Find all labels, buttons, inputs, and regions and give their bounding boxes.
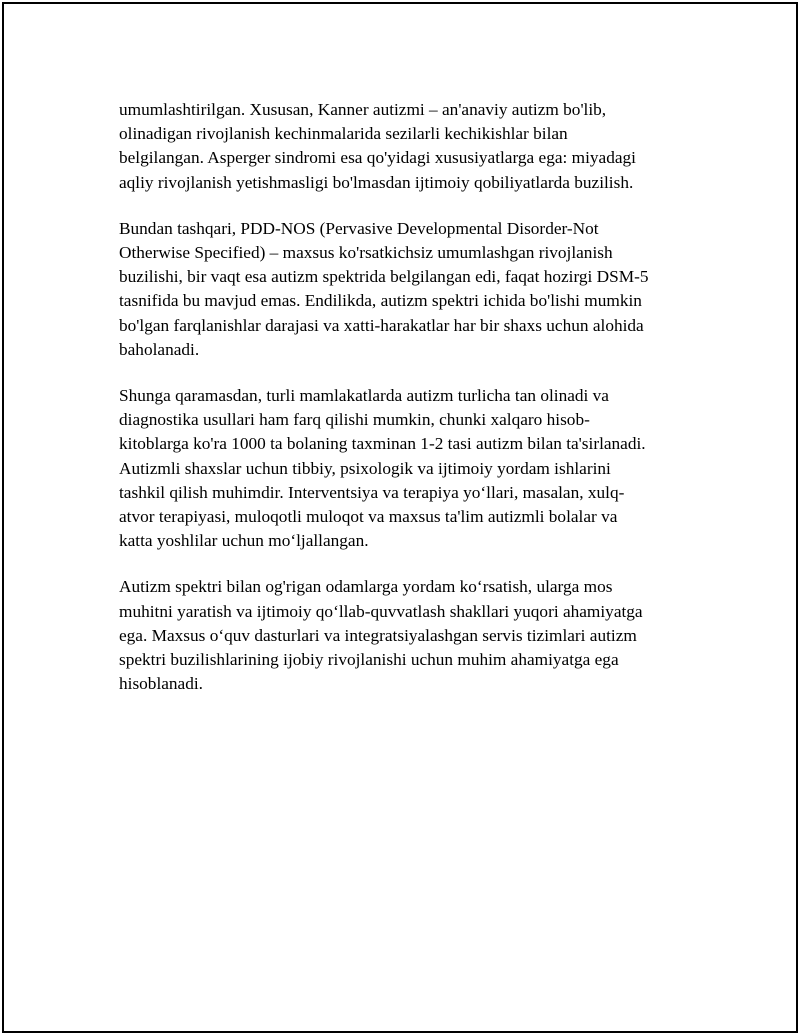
text-line: muhitni yaratish va ijtimoiy qoʻllab-quvvatlash shakllari yuqori ahamiyatga: [119, 601, 643, 621]
text-line: olinadigan rivojlanish kechinmalarida sezilarli kechikishlar bilan: [119, 124, 568, 144]
text-line: bo'lgan farqlanishlar darajasi va xatti-harakatlar har bir shaxs uchun alohida: [119, 315, 644, 335]
text-line: umumlashtirilgan. Xususan, Kanner autizmi – an'anaviy autizm bo'lib,: [119, 100, 607, 119]
text-line: tashkil qilish muhimdir. Interventsiya va terapiya yoʻllari, masalan, xulq-: [119, 482, 625, 502]
document-page: [2, 2, 798, 1033]
document-body: [119, 98, 689, 718]
text-line: buzilishi, bir vaqt esa autizm spektrida belgilangan edi, faqat hozirgi DSM-5: [119, 267, 649, 287]
text-line: katta yoshlilar uchun moʻljallangan.: [119, 531, 369, 551]
text-line: Bundan tashqari, PDD-NOS (Pervasive Developmental Disorder-Not: [119, 218, 599, 238]
text-line: Shunga qaramasdan, turli mamlakatlarda autizm turlicha tan olinadi va: [119, 386, 609, 406]
paragraph-4: [119, 575, 689, 696]
text-line: tasnifida bu mavjud emas. Endilikda, autizm spektri ichida bo'lishi mumkin: [119, 291, 642, 311]
text-line: Otherwise Specified) – maxsus ko'rsatkichsiz umumlashgan rivojlanish: [119, 243, 613, 263]
paragraph-3: [119, 384, 689, 553]
text-line: aqliy rivojlanish yetishmasligi bo'lmasdan ijtimoiy qobiliyatlarda buzilish.: [119, 172, 634, 192]
text-line: ega. Maxsus oʻquv dasturlari va integratsiyalashgan servis tizimlari autizm: [119, 625, 637, 645]
paragraph-2: [119, 217, 689, 362]
text-line: kitoblarga ko'ra 1000 ta bolaning taxminan 1-2 tasi autizm bilan ta'sirlanadi.: [119, 434, 646, 454]
text-line: atvor terapiyasi, muloqotli muloqot va maxsus ta'lim autizmli bolalar va: [119, 507, 618, 527]
text-line: spektri buzilishlarining ijobiy rivojlanishi uchun muhim ahamiyatga ega: [119, 650, 619, 670]
text-line: baholanadi.: [119, 339, 200, 359]
text-line: hisoblanadi.: [119, 674, 203, 694]
text-line: Autizm spektri bilan og'rigan odamlarga yordam koʻrsatish, ularga mos: [119, 577, 613, 597]
text-line: belgilangan. Asperger sindromi esa qo'yidagi xususiyatlarga ega: miyadagi: [119, 148, 636, 168]
text-line: diagnostika usullari ham farq qilishi mumkin, chunki xalqaro hisob-: [119, 410, 590, 430]
text-line: Autizmli shaxslar uchun tibbiy, psixologik va ijtimoiy yordam ishlarini: [119, 458, 611, 478]
paragraph-1: [119, 98, 689, 195]
